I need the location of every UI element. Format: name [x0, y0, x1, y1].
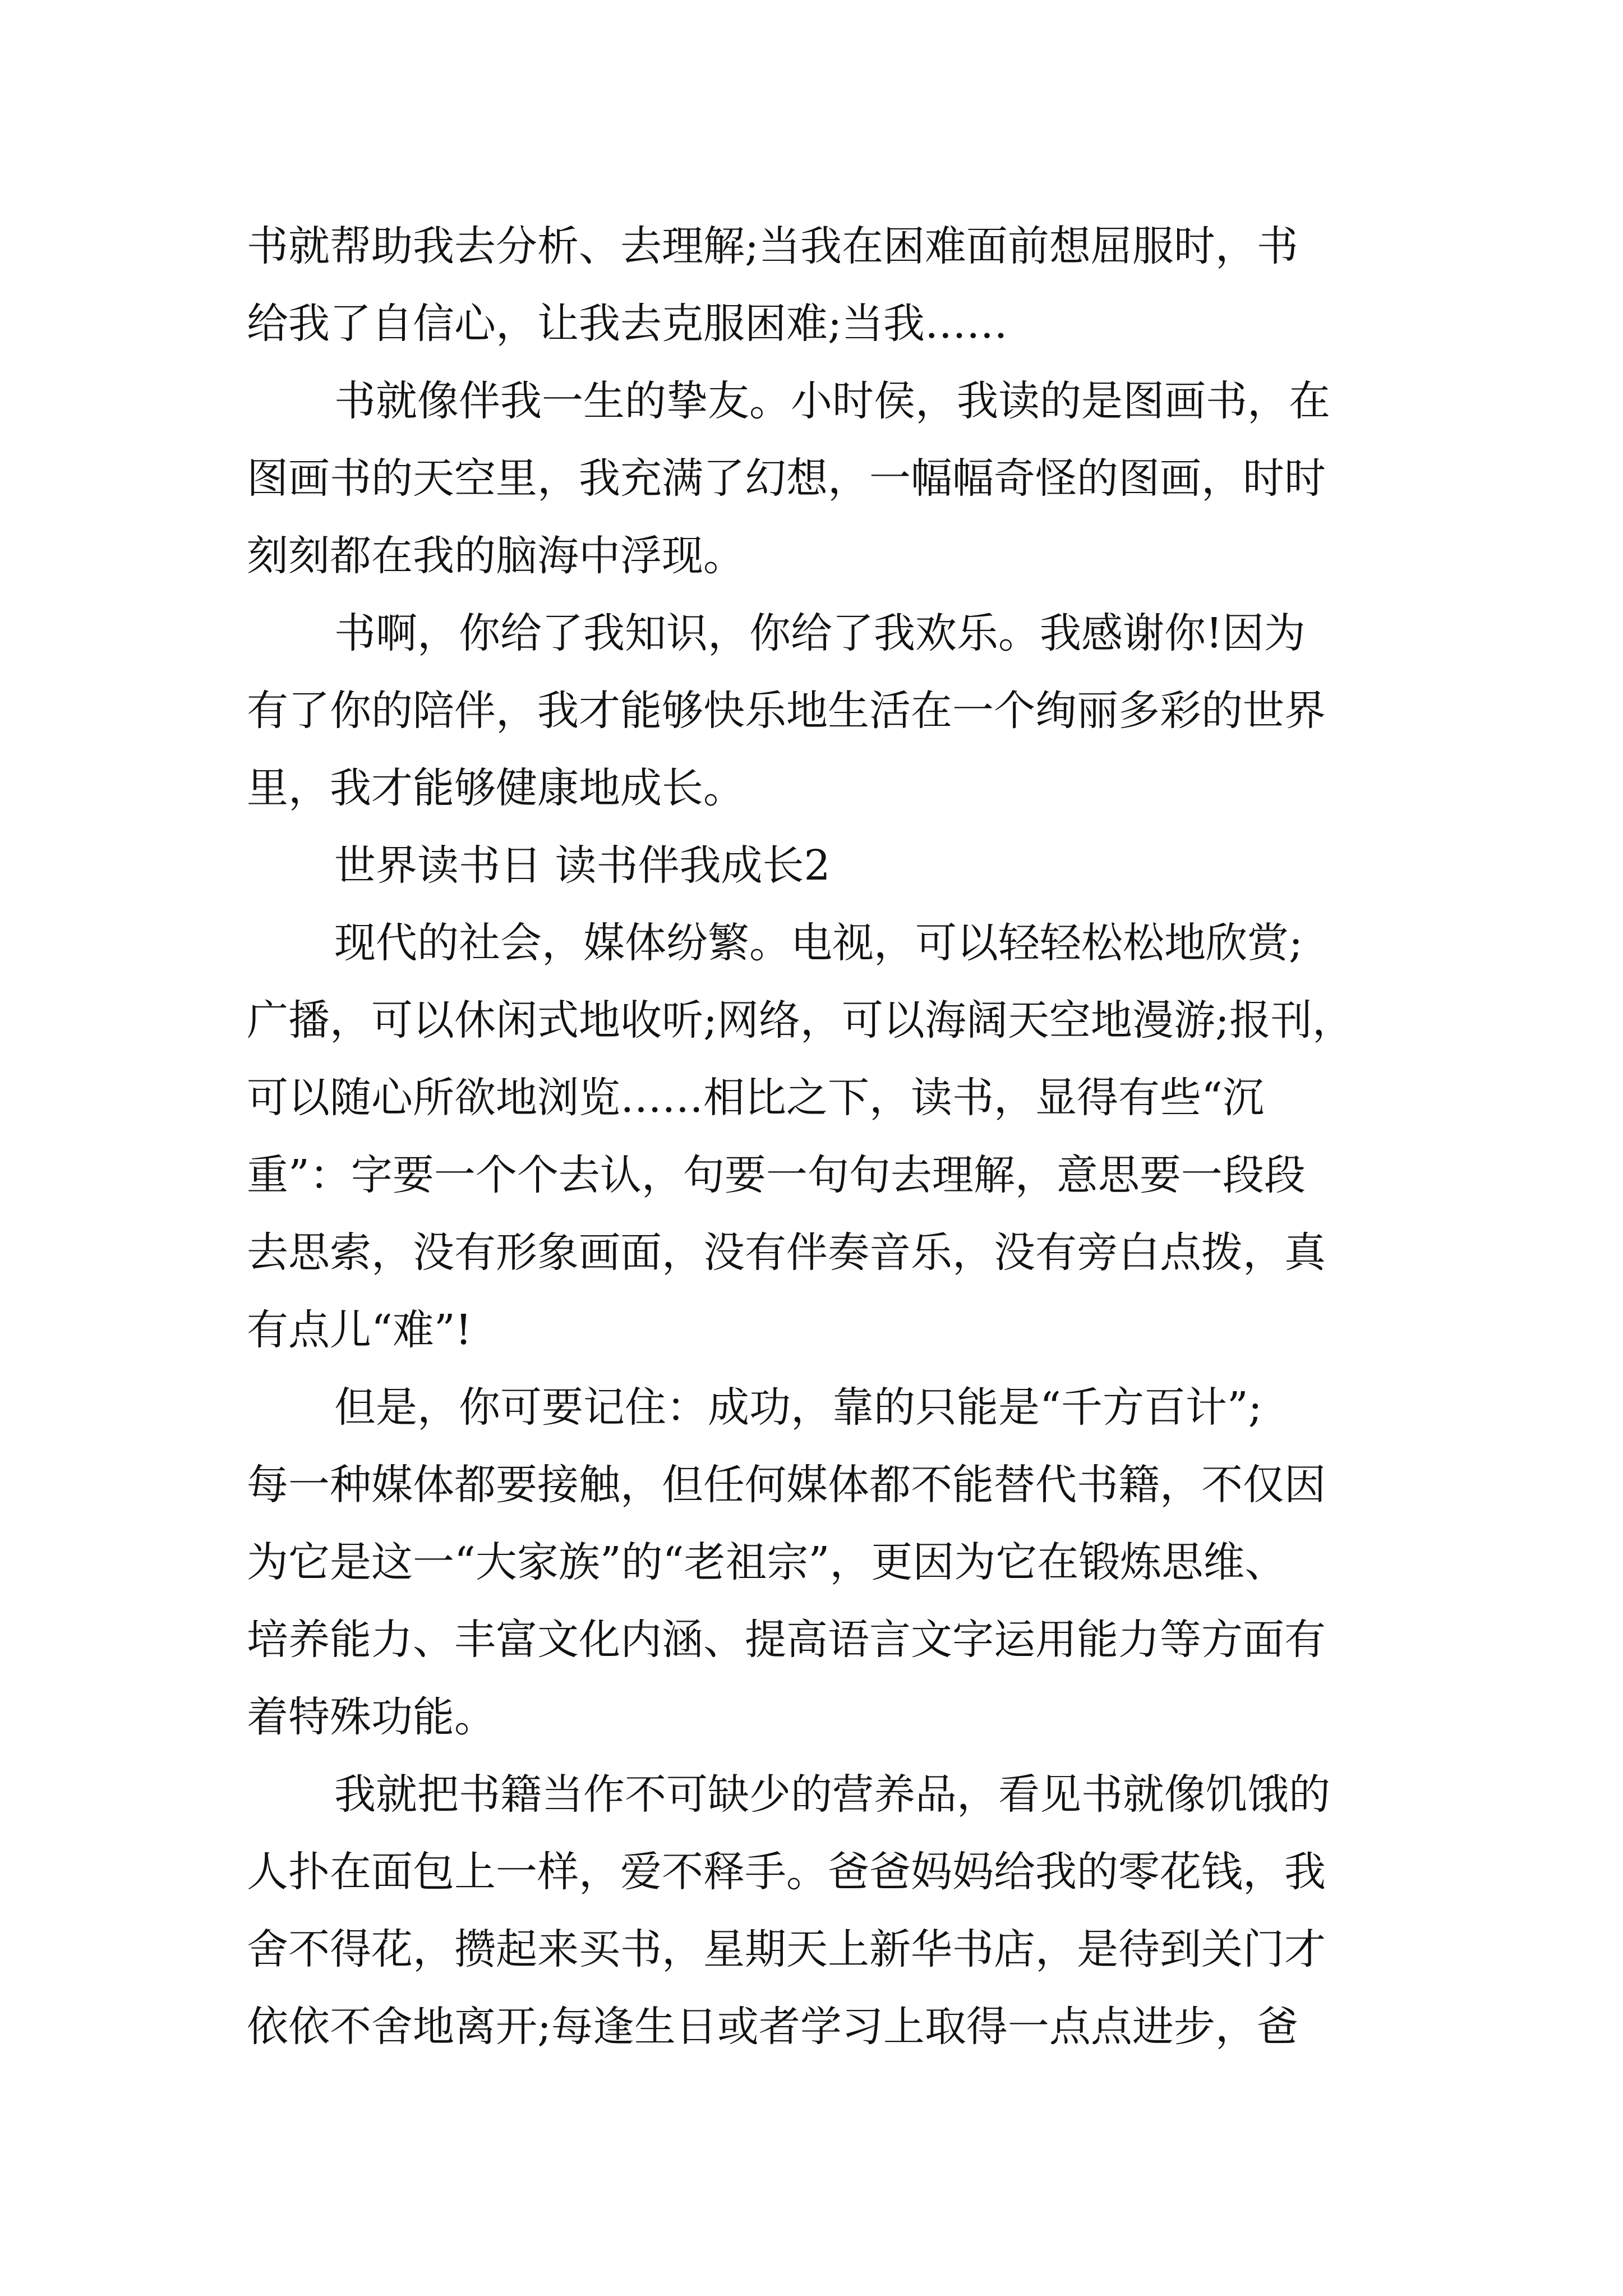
text-line: 有点儿“难”!	[247, 1306, 472, 1354]
text-line: 图画书的天空里，我充满了幻想，一幅幅奇怪的图画，时时	[247, 454, 1326, 503]
text-line: 着特殊功能。	[247, 1693, 496, 1741]
text-line: 重”：字要一个个去认，句要一句句去理解，意思要一段段	[247, 1151, 1306, 1199]
text-line: 广播，可以休闲式地收听;网络，可以海阔天空地漫游;报刊，	[247, 996, 1354, 1045]
text-line: 但是，你可要记住：成功，靠的只能是“千方百计”;	[334, 1383, 1262, 1432]
text-line: 我就把书籍当作不可缺少的营养品，看见书就像饥饿的	[334, 1770, 1330, 1819]
text-line: 去思索，没有形象画面，没有伴奏音乐，没有旁白点拨，真	[247, 1228, 1326, 1277]
text-line: 可以随心所欲地浏览……相比之下，读书，显得有些“沉	[247, 1074, 1264, 1122]
text-line: 依依不舍地离开;每逢生日或者学习上取得一点点进步，爸	[247, 2003, 1298, 2051]
section-heading: 世界读书日 读书伴我成长2	[334, 841, 831, 890]
text-line: 每一种媒体都要接触，但任何媒体都不能替代书籍，不仅因	[247, 1461, 1326, 1509]
text-line: 为它是这一“大家族”的“老祖宗”，更因为它在锻炼思维、	[247, 1538, 1287, 1586]
text-line: 书啊，你给了我知识，你给了我欢乐。我感谢你!因为	[334, 609, 1306, 657]
text-line: 书就像伴我一生的挚友。小时侯，我读的是图画书，在	[334, 377, 1330, 425]
text-line: 现代的社会，媒体纷繁。电视，可以轻轻松松地欣赏;	[334, 919, 1303, 967]
text-line: 人扑在面包上一样，爱不释手。爸爸妈妈给我的零花钱，我	[247, 1848, 1326, 1896]
text-line: 里，我才能够健康地成长。	[247, 764, 745, 812]
text-line: 刻刻都在我的脑海中浮现。	[247, 532, 745, 580]
body-text	[247, 208, 1424, 2065]
text-line: 舍不得花，攒起来买书，星期天上新华书店，是待到关门才	[247, 1925, 1326, 1973]
text-line: 给我了自信心，让我去克服困难;当我……	[247, 300, 1008, 348]
text-line: 有了你的陪伴，我才能够快乐地生活在一个绚丽多彩的世界	[247, 687, 1326, 735]
text-line: 培养能力、丰富文化内涵、提高语言文字运用能力等方面有	[247, 1616, 1326, 1664]
text-line: 书就帮助我去分析、去理解;当我在困难面前想屈服时，书	[247, 222, 1298, 270]
